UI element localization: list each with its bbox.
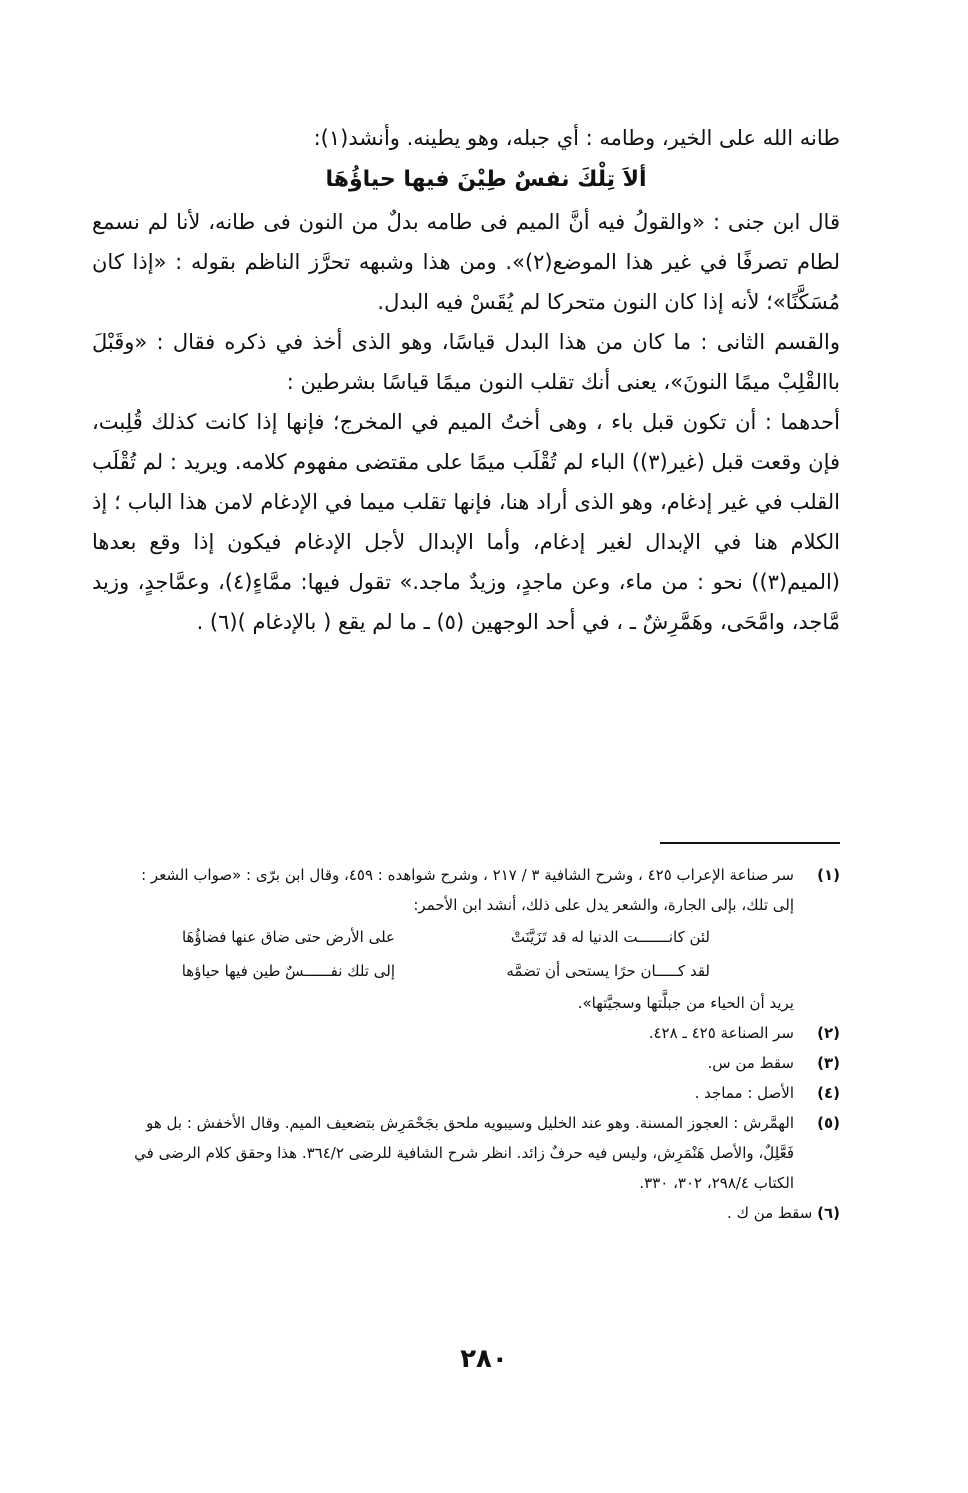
paragraph-3: والقسم الثانى : ما كان من هذا البدل قياسًا، وهو الذى أخذ في ذكره فقال : «وقَبْلَ باالقْلِبْ ميمًا النونَ»، يعنى أنك تقلب النون ميمًا قياسًا بشرطين : xyxy=(92,330,840,394)
footnote-text: الأصل : مماجد . xyxy=(694,1084,794,1102)
footnote-2 xyxy=(120,1018,840,1048)
footnote-text: سر صناعة الإعراب ٤٢٥ ، وشرح الشافية ٣ / ٢١٧ ، وشرح شواهده : ٤٥٩، وقال ابن برّى : «صواب الشعر : إلى تلك، بإلى الجارة، والشعر يدل على ذلك، أنشد ابن الأحمر: xyxy=(141,866,794,914)
footnote-poem xyxy=(120,920,840,988)
poem-hemistich: لئن كانـــــــت الدنيا له قد تَزَيَّنَتْ xyxy=(510,928,710,946)
paragraph-2: قال ابن جنى : «والقولُ فيه أنَّ الميم فى طامه بدلٌ من النون فى طانه، لأنا لم نسمع لطام تصرفًا في غير هذا الموضع(٢)». ومن هذا وشبهه تحرَّز الناظم بقوله : «إذا كان مُسَكَّنًا»؛ لأنه إذا كان النون متحركا لم يُقَسْ فيه البدل. xyxy=(92,210,840,314)
footnote-number: (٥) xyxy=(817,1114,840,1132)
footnote-divider xyxy=(660,842,840,844)
main-text xyxy=(92,118,840,642)
verse-line: ألاَ تِلْكَ نفسٌ طِيْنَ فيها حياؤُهَا xyxy=(325,167,647,192)
poem-line xyxy=(120,920,710,954)
poem-hemistich: إلى تلك نفــــــسٌ طين فيها حياؤها xyxy=(181,962,395,980)
footnote-4 xyxy=(120,1078,840,1108)
footnote-text: سقط من ك . xyxy=(727,1204,813,1222)
footnote-text: يريد أن الحياء من جبلَّتها وسجيَّتها». xyxy=(577,994,794,1012)
page-number: ٢٨٠ xyxy=(460,1344,508,1374)
poem-hemistich: لقد كـــــان حرًا يستحى أن تضمَّه xyxy=(506,962,710,980)
footnote-text: سقط من س. xyxy=(707,1054,794,1072)
footnote-number: (٣) xyxy=(817,1054,840,1072)
footnote-1-tail xyxy=(120,988,840,1018)
paragraph-4: أحدهما : أن تكون قبل باء ، وهى أختُ الميم في المخرج؛ فإنها إذا كانت كذلك قُلِبت، فإن وقعت قبل (غير(٣)) الباء لم تُقْلَب ميمًا على مقتضى مفهوم كلامه. ويريد : لم تُقْلَب القلب في غير إدغام، وهو الذى أراد هنا، فإنها تقلب ميما في الإدغام لامن هذا الباب ؛ إذ الكلام هنا في الإبدال لغير إدغام، وأما الإبدال لأجل الإدغام فيكون إذا وقع بعدها (الميم(٣)) نحو : من ماء، وعن ماجدٍ، وزيدٌ ماجد.» تقول فيها: ممَّاءٍ(٤)، وعمَّاجدٍ، وزيد مَّاجد، وامَّحَى، وهَمَّرِشٌ ـ ، في أحد الوجهين (٥) ـ ما لم يقع ( بالإدغام )(٦) . xyxy=(92,410,841,634)
footnotes xyxy=(120,860,840,1228)
paragraph-1: طانه الله على الخير، وطامه : أي جبله، وهو يطينه. وأنشد(١): xyxy=(313,126,840,150)
poem-line xyxy=(120,954,710,988)
footnote-1 xyxy=(120,860,840,920)
footnote-number: (٢) xyxy=(817,1024,840,1042)
footnote-3 xyxy=(120,1048,840,1078)
footnote-text: الهمَّرش : العجوز المسنة. وهو عند الخليل وسيبويه ملحق بجَحْمَرِش بتضعيف الميم. وقال الأخفش : بل هو فَعَّلِلٌ، والأصل هَنْمَرِش، وليس فيه حرفٌ زائد. انظر شرح الشافية للرضى ٣٦٤/٢. هذا وحقق كلام الرضى في الكتاب ٢٩٨/٤، ٣٠٢، ٣٣٠. xyxy=(134,1114,794,1192)
footnote-number: (٦) xyxy=(817,1204,840,1222)
footnote-5 xyxy=(120,1108,840,1198)
footnote-number: (١) xyxy=(817,866,840,884)
poem-hemistich: على الأرض حتى ضاق عنها فضاؤُهَا xyxy=(181,928,395,946)
footnote-6 xyxy=(120,1198,840,1228)
footnote-text: سر الصناعة ٤٢٥ ـ ٤٢٨. xyxy=(648,1024,794,1042)
footnote-number: (٤) xyxy=(817,1084,840,1102)
